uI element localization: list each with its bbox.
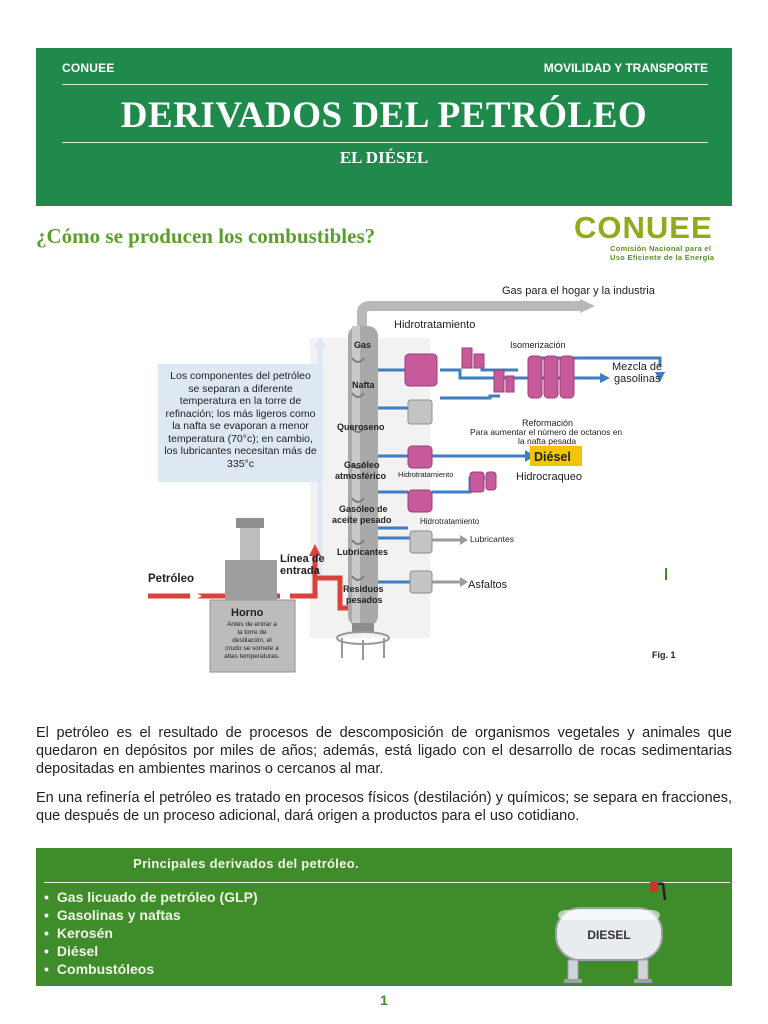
label-linea-1: Línea de [280, 553, 325, 565]
label-horno: Horno [231, 607, 264, 619]
diesel-tank-icon [550, 880, 700, 986]
diesel-tank [550, 880, 700, 986]
tower-nafta: Nafta [352, 380, 375, 390]
header-org: CONUEE [62, 61, 115, 75]
tower-queroseno: Queroseno [337, 422, 385, 432]
label-reformacion-note-1: Para aumentar el número de octanos en [470, 427, 623, 437]
list-item: • Combustóleos [44, 960, 258, 978]
page-number: 1 [380, 992, 388, 1008]
logo-line1: Comisión Nacional para el [610, 244, 712, 253]
header-rule-top [62, 84, 708, 85]
header-banner [36, 48, 732, 206]
tower-gasoleo-pes-1: Gasóleo de [339, 504, 388, 514]
paragraph-2: En una refinería el petróleo es tratado en procesos físicos (destilación) y químicos; se separa en fracciones, que después de un proceso adicional, dará origen a productos para el uso cotidiano. [36, 790, 732, 824]
tower-lubricantes: Lubricantes [337, 547, 389, 557]
conuee-logo [574, 212, 734, 266]
label-petroleo: Petróleo [148, 573, 195, 585]
label-hidrotratamiento-top: Hidrotratamiento [394, 319, 476, 331]
label-isomerizacion: Isomerización [510, 340, 566, 350]
paragraph-1: El petróleo es el resultado de procesos de descomposición de organismos vegetales y animales que quedaron en depósitos por miles de años; además, está ligado con el desarrollo de rocas sedimentarias depositadas en ambientes marinos o cercanos al mar. [36, 725, 732, 777]
tower-gasoleo-pes-2: aceite pesado [332, 515, 392, 525]
tower-gasoleo-atm-2: atmosférico [335, 471, 387, 481]
horno-note-4: crudo se somete a [225, 645, 279, 652]
list-item: • Gas licuado de petróleo (GLP) [44, 888, 258, 906]
info-text: Los componentes del petróleo se separan a diferente temperatura en la torre de refinación; los más ligeros como la nafta se evaporan a menor temperatura (70°c); en cambio, los lubricantes necesitan más de 335°c [164, 370, 317, 470]
label-linea-2: entrada [280, 565, 320, 577]
horno-note-1: Antes de entrar a [227, 621, 277, 628]
derivados-box [36, 848, 732, 986]
label-reformacion: Reformación [522, 418, 574, 428]
tower-gasoleo-atm-1: Gasóleo [344, 460, 380, 470]
label-mezcla-1: Mezcla de [612, 361, 663, 373]
label-hidrotratamiento-low: Hidrotratamiento [420, 517, 480, 526]
list-item: • Diésel [44, 942, 258, 960]
label-hidrotratamiento-mid: Hidrotratamiento [398, 470, 454, 479]
header-rule-bottom [62, 142, 708, 143]
horno-note-3: destilación, el [232, 637, 272, 644]
label-reformacion-note-2: la nafta pesada [518, 436, 577, 446]
label-lubricantes-out: Lubricantes [470, 534, 514, 544]
tower-gas: Gas [354, 340, 372, 350]
label-diesel: Diésel [534, 450, 571, 464]
page-subtitle: EL DIÉSEL [339, 148, 429, 167]
page-title: DERIVADOS DEL PETRÓLEO [120, 95, 648, 136]
tank-label: DIESEL [587, 928, 631, 942]
horno-note-2: la torre de [237, 629, 267, 636]
figure-label: Fig. 1 [652, 650, 676, 660]
derivados-list [44, 888, 258, 978]
header-section: MOVILIDAD Y TRANSPORTE [543, 61, 708, 75]
logo-word: CONUEE [574, 210, 713, 245]
label-mezcla-2: gasolinas [614, 373, 661, 385]
label-gas-hogar: Gas para el hogar y la industria [502, 285, 655, 297]
label-asfaltos: Asfaltos [468, 579, 508, 591]
horno-note-5: altas temperaturas. [224, 653, 280, 660]
info-box [158, 364, 323, 482]
logo-line2: Uso Eficiente de la Energía [610, 253, 715, 262]
list-item: • Gasolinas y naftas [44, 906, 258, 924]
list-item: • Kerosén [44, 924, 258, 942]
section-question: ¿Cómo se producen los combustibles? [36, 224, 376, 248]
derivados-title: Principales derivados del petróleo. [133, 856, 359, 871]
label-hidrocraqueo: Hidrocraqueo [516, 471, 583, 483]
tower-residuos-1: Residuos [343, 584, 384, 594]
tower-residuos-2: pesados [346, 595, 383, 605]
